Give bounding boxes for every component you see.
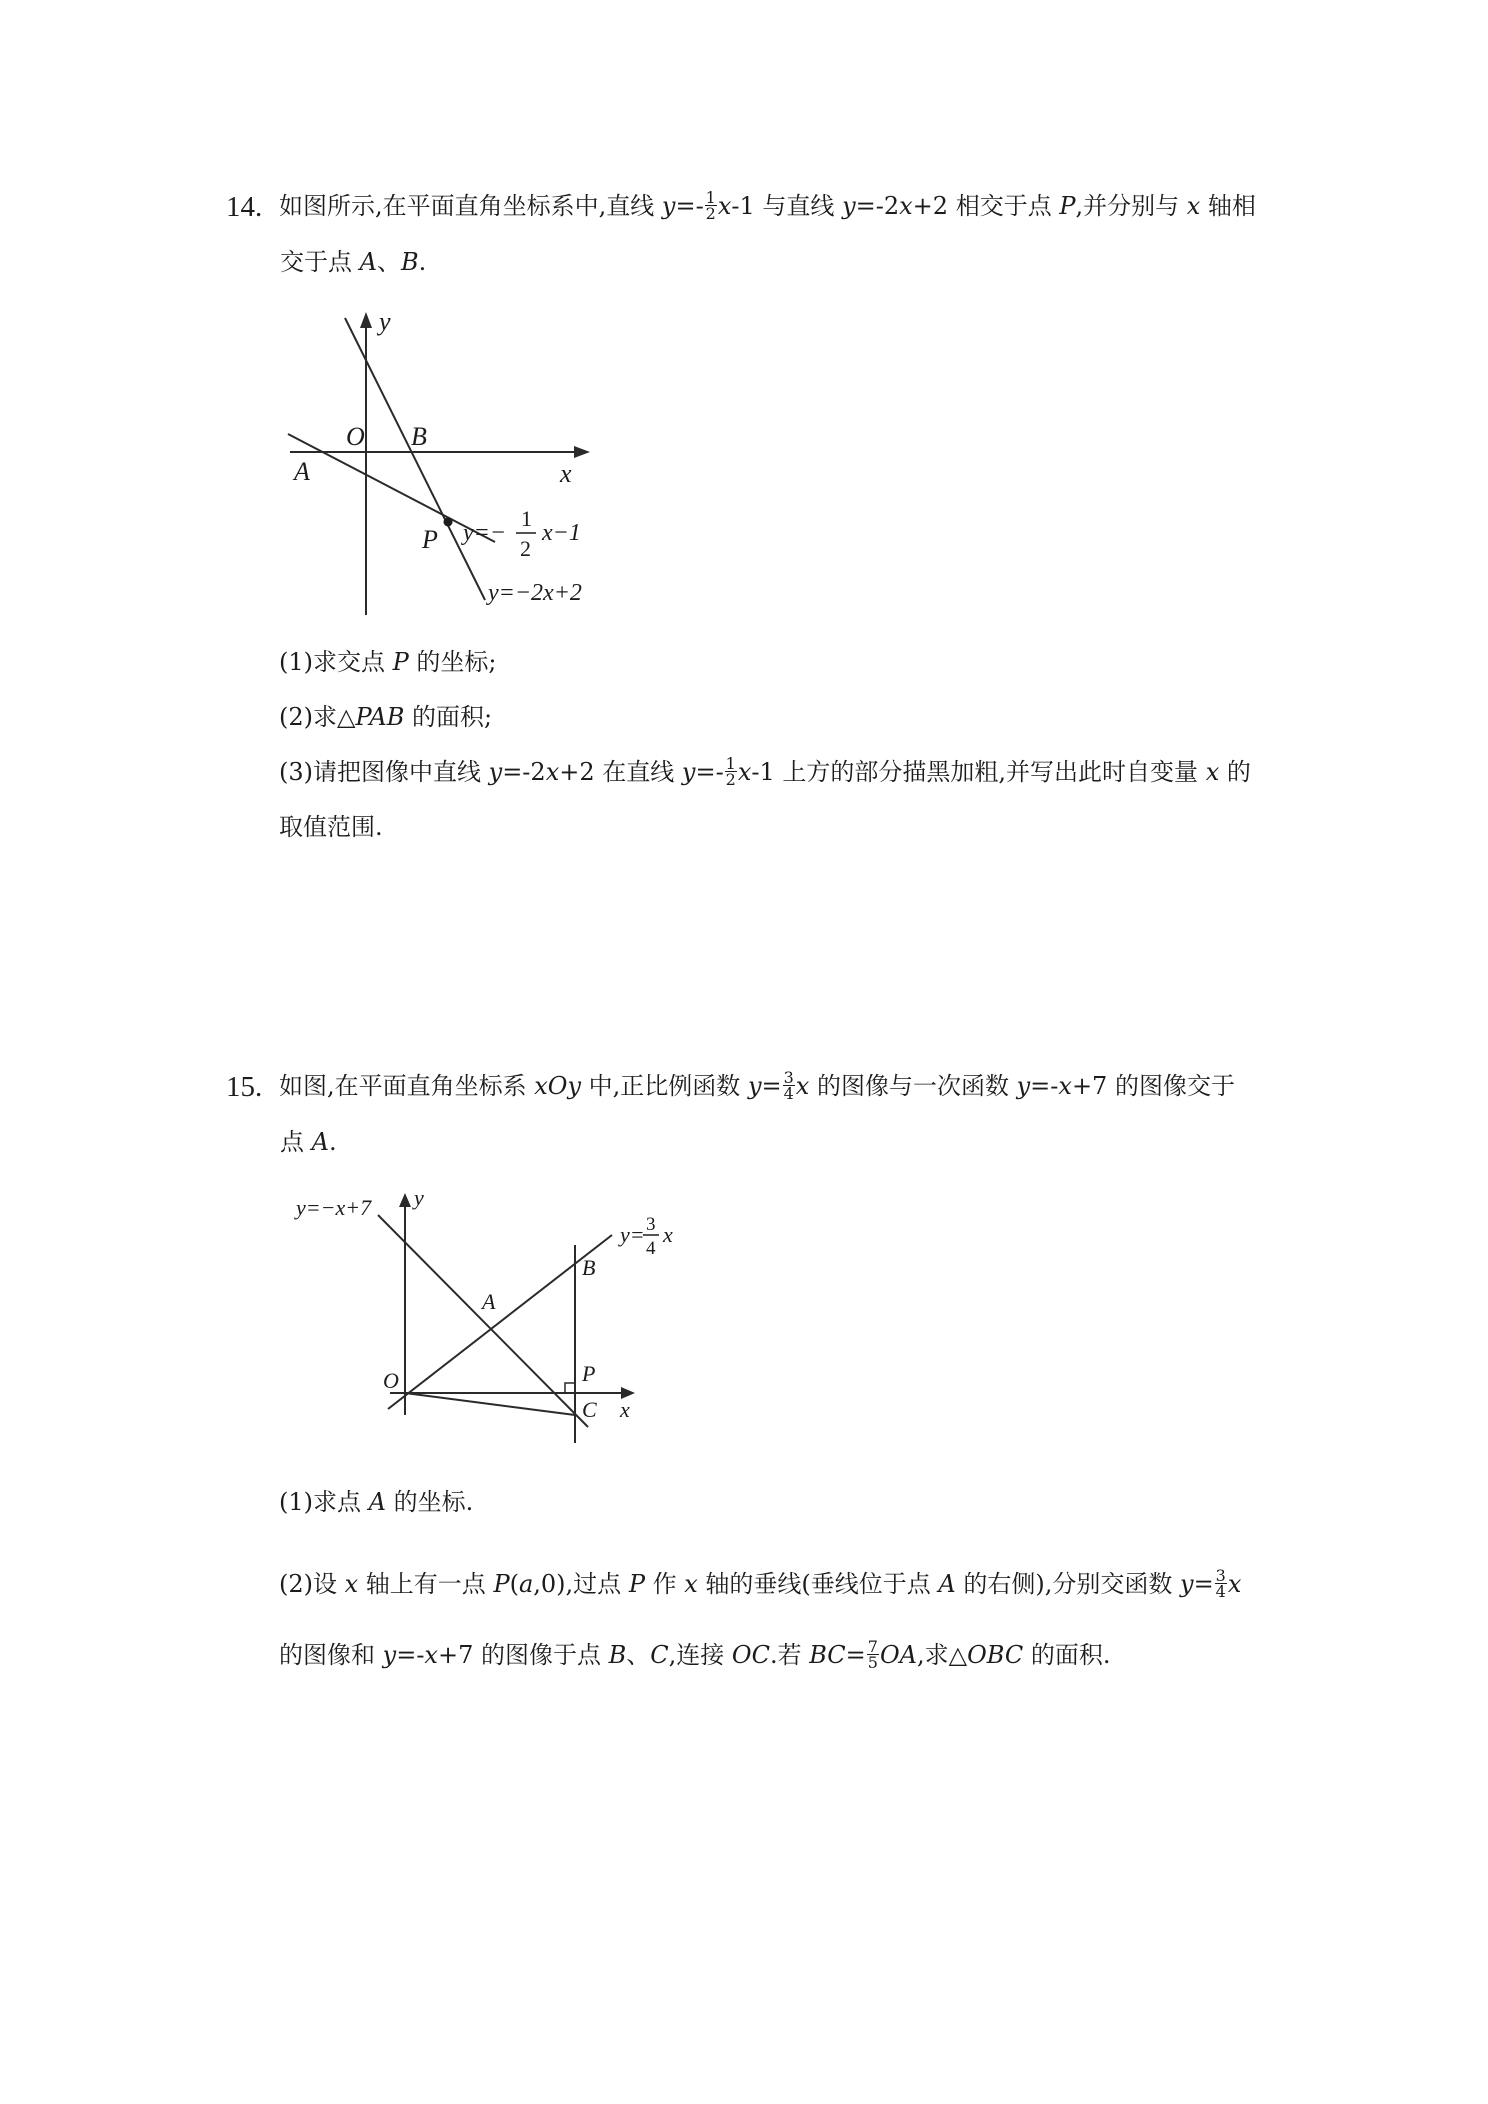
q15-part2-line1: (2)设 x 轴上有一点 P(a,0),过点 P 作 x 轴的垂线(垂线位于点 A 的右侧),分别交函数 y= $\frac{3}{4}$ x — [279, 1566, 1242, 1601]
fraction: $\frac{3}{4}$ — [783, 1068, 794, 1103]
q14-part2: (2)求△PAB 的面积; — [279, 703, 493, 731]
fraction: $\frac{1}{2}$ — [725, 754, 736, 789]
label-x: x — [620, 1397, 630, 1422]
q14-part1: (1)求交点 P 的坐标; — [279, 648, 497, 676]
line-y-eq-three-quarters-x — [388, 1235, 612, 1409]
fraction: $\frac{1}{2}$ — [705, 188, 716, 223]
eq1-label-den: 2 — [520, 536, 531, 561]
point-P — [444, 518, 453, 527]
label-C: C — [582, 1397, 597, 1422]
q14-number: 14. — [226, 191, 263, 223]
q14-stem-line2: 交于点 A、B. — [280, 248, 427, 276]
label-P: P — [422, 525, 438, 554]
label-x: x — [560, 459, 572, 488]
line2-label-den: 4 — [646, 1238, 656, 1259]
label-B: B — [582, 1255, 596, 1280]
x-axis-arrow — [574, 446, 590, 458]
q15-stem-line2: 点 A. — [280, 1128, 337, 1156]
y-axis-arrow — [360, 312, 372, 328]
eq1-label-num: 1 — [521, 506, 532, 531]
line-y-eq-neg-x-plus-7 — [378, 1215, 588, 1427]
eq2-label: y=−2x+2 — [488, 580, 582, 606]
label-P: P — [582, 1361, 596, 1386]
label-B: B — [411, 422, 427, 451]
label-y: y — [414, 1185, 424, 1210]
right-angle-mark — [565, 1383, 575, 1393]
q14-stem-line1: 如图所示,在平面直角坐标系中,直线 y=- $\frac{1}{2}$ x-1 与直线 y=-2x+2 相交于点 P,并分别与 x 轴相 — [279, 188, 1256, 223]
eq1-label-right: x−1 — [542, 520, 581, 546]
label-O: O — [383, 1368, 399, 1393]
line1-label: y=−x+7 — [296, 1195, 372, 1220]
q15-figure — [290, 1175, 720, 1455]
y-axis-arrow — [399, 1193, 411, 1207]
q14-figure — [280, 300, 640, 630]
q15-part1: (1)求点 A 的坐标. — [279, 1488, 474, 1516]
line2-label-num: 3 — [646, 1214, 656, 1235]
line2-label-right: x — [663, 1222, 673, 1247]
q15-stem-line1: 如图,在平面直角坐标系 xOy 中,正比例函数 y= $\frac{3}{4}$ x 的图像与一次函数 y=-x+7 的图像交于 — [279, 1068, 1235, 1103]
line2-label-left: y= — [620, 1222, 645, 1247]
label-O: O — [346, 422, 365, 451]
label-A: A — [482, 1289, 496, 1314]
q14-part3-line2: 取值范围. — [279, 813, 383, 841]
segment-OC — [405, 1393, 575, 1415]
label-A: A — [294, 457, 310, 486]
fraction: $\frac{3}{4}$ — [1215, 1566, 1226, 1601]
q15-number: 15. — [226, 1071, 263, 1103]
fraction: $\frac{7}{5}$ — [867, 1637, 878, 1672]
eq1-label-left: y=− — [463, 520, 507, 546]
label-y: y — [379, 307, 391, 336]
q15-part2-line2: 的图像和 y=-x+7 的图像于点 B、C,连接 OC.若 BC= $\frac{7}{5}$ OA,求△OBC 的面积. — [279, 1637, 1111, 1672]
q14-part3-line1: (3)请把图像中直线 y=-2x+2 在直线 y=- $\frac{1}{2}$ x-1 上方的部分描黑加粗,并写出此时自变量 x 的 — [279, 754, 1251, 789]
